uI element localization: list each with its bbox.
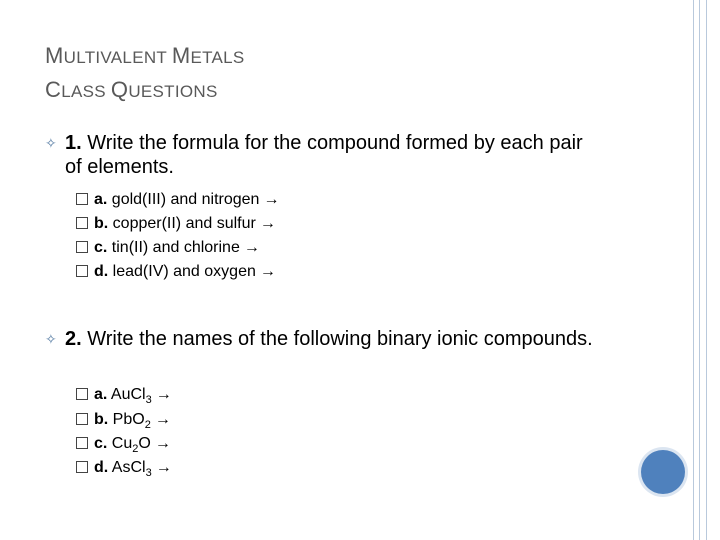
arrow-right-icon: → xyxy=(259,263,276,280)
frame-line xyxy=(699,0,700,540)
arrow-right-icon: → xyxy=(259,215,276,232)
q1-item-d: d. lead(IV) and oxygen → xyxy=(76,261,276,283)
q2-item-a: a. AuCl$_3$ → xyxy=(76,384,172,411)
checkbox-icon xyxy=(76,461,88,473)
question-2: ✧ 2. Write the names of the following binary ionic compounds. xyxy=(45,328,593,350)
bullet-icon: ✧ xyxy=(45,331,57,347)
decorative-circle xyxy=(641,450,685,494)
q1-item-c: c. tin(II) and chlorine → xyxy=(76,237,260,259)
slide-title: MULTIVALENT METALS CLASS QUESTIONS xyxy=(45,43,245,102)
frame-line xyxy=(693,0,694,540)
arrow-right-icon: → xyxy=(154,435,171,452)
arrow-right-icon: → xyxy=(243,239,260,256)
arrow-right-icon: → xyxy=(155,386,172,403)
checkbox-icon xyxy=(76,388,88,400)
checkbox-icon xyxy=(76,265,88,277)
checkbox-icon xyxy=(76,437,88,449)
question-1: ✧ 1. Write the formula for the compound formed by each pair of elements. xyxy=(45,132,583,178)
arrow-right-icon: → xyxy=(263,191,280,208)
q1-item-a: a. gold(III) and nitrogen → xyxy=(76,189,279,211)
frame-line xyxy=(706,0,707,540)
q2-item-c: c. $Cu_2O$ → xyxy=(76,433,171,460)
bullet-icon: ✧ xyxy=(45,135,57,151)
q1-item-b: b. copper(II) and sulfur → xyxy=(76,213,276,235)
checkbox-icon xyxy=(76,217,88,229)
q2-item-d: d. AsCl$_3$ → xyxy=(76,457,172,484)
checkbox-icon xyxy=(76,193,88,205)
arrow-right-icon: → xyxy=(154,411,171,428)
q2-item-b: b. PbO$_2$ → xyxy=(76,409,171,436)
arrow-right-icon: → xyxy=(155,459,172,476)
checkbox-icon xyxy=(76,241,88,253)
checkbox-icon xyxy=(76,413,88,425)
